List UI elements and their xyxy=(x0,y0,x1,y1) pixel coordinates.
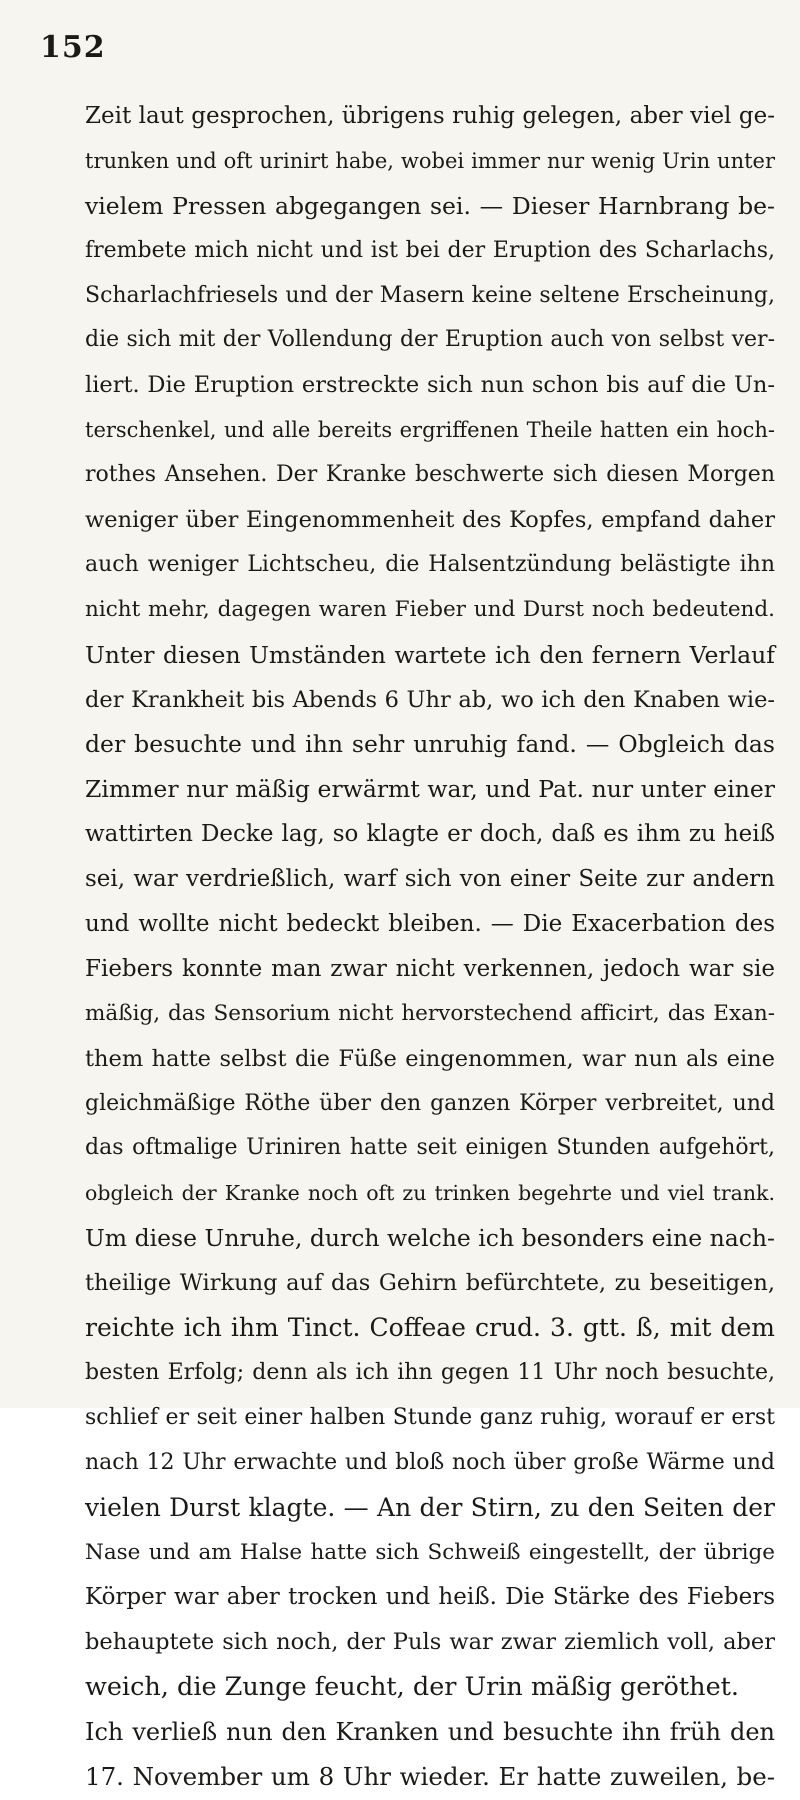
text-line: schlief er seit einer halben Stunde ganz ruhig, worauf er erst xyxy=(85,1404,775,1430)
text-line: frembete mich nicht und ist bei der Eruption des Scharlachs, xyxy=(85,237,775,263)
text-line: vielen Durst klagte. — An der Stirn, zu den Seiten der xyxy=(85,1492,775,1522)
text-line: vielem Pressen abgegangen sei. — Dieser Harnbrang be- xyxy=(85,191,775,220)
text-line: Zimmer nur mäßig erwärmt war, und Pat. nur unter einer xyxy=(85,775,775,804)
text-line: nach 12 Uhr erwachte und bloß noch über große Wärme und xyxy=(85,1449,775,1475)
body-text xyxy=(85,94,775,1800)
text-line: terschenkel, und alle bereits ergriffenen Theile hatten ein hoch- xyxy=(85,418,775,443)
text-line: them hatte selbst die Füße eingenommen, war nun als eine xyxy=(85,1045,775,1072)
text-line: theilige Wirkung auf das Gehirn befürchtete, zu beseitigen, xyxy=(85,1270,775,1297)
text-line: 17. November um 8 Uhr wieder. Er hatte zuweilen, be- xyxy=(85,1761,775,1791)
text-line: behauptete sich noch, der Puls war zwar ziemlich voll, aber xyxy=(85,1629,775,1656)
text-line: die sich mit der Vollendung der Eruption auch von selbst ver- xyxy=(85,327,775,353)
text-line: mäßig, das Sensorium nicht hervorstechend afficirt, das Exan- xyxy=(85,1000,775,1026)
text-line: trunken und oft urinirt habe, wobei immer nur wenig Urin unter xyxy=(85,148,775,173)
text-line: das oftmalige Uriniren hatte seit einigen Stunden aufgehört, xyxy=(85,1135,775,1161)
page-number: 152 xyxy=(40,30,106,65)
text-line: weich, die Zunge feucht, der Urin mäßig geröthet. xyxy=(85,1672,740,1703)
text-line: Scharlachfriesels und der Masern keine seltene Erscheinung, xyxy=(85,282,775,308)
text-line: gleichmäßige Röthe über den ganzen Körper verbreitet, und xyxy=(85,1090,775,1116)
text-line: Um diese Unruhe, durch welche ich besonders eine nach- xyxy=(85,1224,775,1253)
text-line: Unter diesen Umständen wartete ich den fernern Verlauf xyxy=(85,640,775,669)
text-line: rothes Ansehen. Der Kranke beschwerte sich diesen Morgen xyxy=(85,462,775,488)
text-line: sei, war verdrießlich, warf sich von einer Seite zur andern xyxy=(85,866,775,893)
text-line: der Krankheit bis Abends 6 Uhr ab, wo ich den Knaben wie- xyxy=(85,686,775,713)
text-line: auch weniger Lichtscheu, die Halsentzündung belästigte ihn xyxy=(85,551,775,577)
text-line: Zeit laut gesprochen, übrigens ruhig gelegen, aber viel ge- xyxy=(85,103,775,129)
text-line: liert. Die Eruption erstreckte sich nun schon bis auf die Un- xyxy=(85,372,775,399)
text-line: Körper war aber trocken und heiß. Die Stärke des Fiebers xyxy=(85,1584,775,1611)
text-line: weniger über Eingenommenheit des Kopfes, empfand daher xyxy=(85,507,775,534)
text-line: obgleich der Kranke noch oft zu trinken begehrte und viel trank. xyxy=(85,1181,775,1206)
text-line: nicht mehr, dagegen waren Fieber und Durst noch bedeutend. xyxy=(85,596,775,622)
text-line: und wollte nicht bedeckt bleiben. — Die Exacerbation des xyxy=(85,911,775,938)
text-line: besten Erfolg; denn als ich ihn gegen 11 Uhr noch besuchte, xyxy=(85,1359,775,1385)
text-line: Nase und am Halse hatte sich Schweiß eingestellt, der übrige xyxy=(85,1539,775,1565)
text-line: Fiebers konnte man zwar nicht verkennen, jedoch war sie xyxy=(85,955,775,982)
text-line: der besuchte und ihn sehr unruhig fand. — Obgleich das xyxy=(85,730,775,759)
text-line: reichte ich ihm Tinct. Coffeae crud. 3. gtt. ß, mit dem xyxy=(85,1313,775,1343)
text-line: wattirten Decke lag, so klagte er doch, daß es ihm zu heiß xyxy=(85,821,775,848)
text-line: Ich verließ nun den Kranken und besuchte ihn früh den xyxy=(85,1718,775,1747)
